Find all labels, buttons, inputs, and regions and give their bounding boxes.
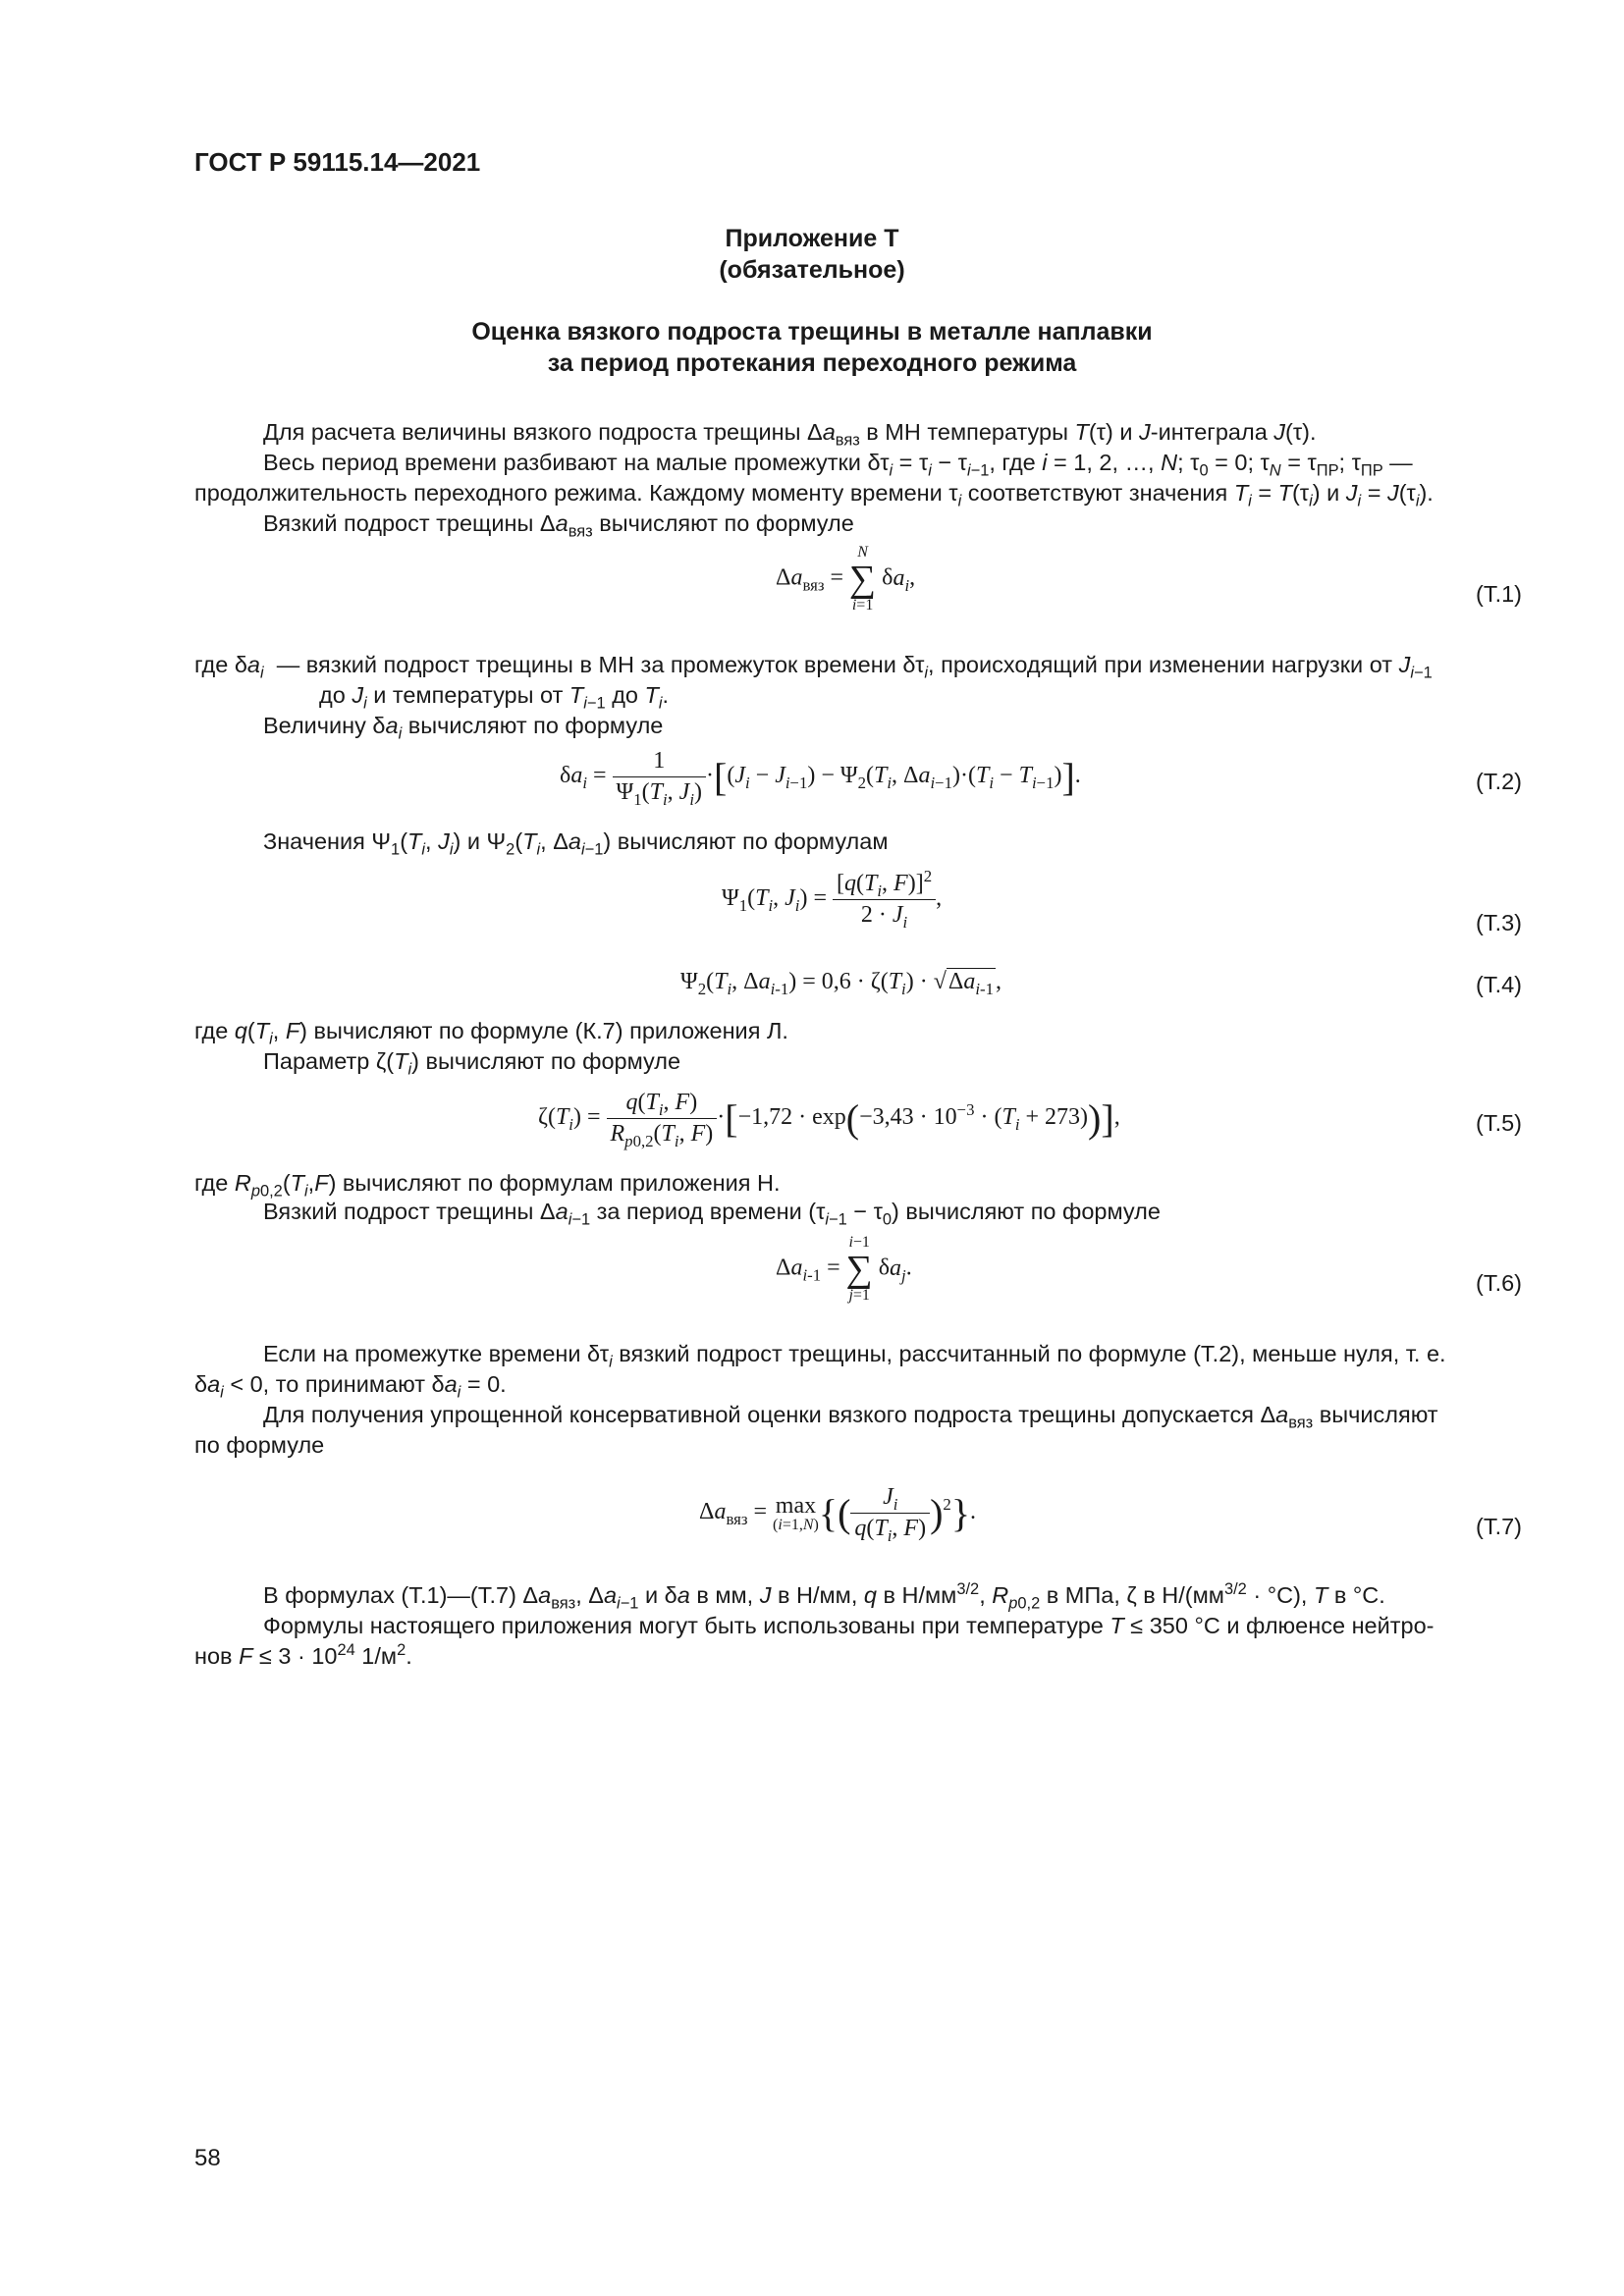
- formula-number-t5: (Т.5): [1476, 1110, 1522, 1136]
- formula-t7: $\Delta a_{вяз}$ = max (i=1,N) {( $\frac{J_i}{q(T_i, F)}$ )$^2$}.: [699, 1484, 977, 1545]
- paragraph-intro: Для расчета величины вязкого подроста трещины $\Delta a_{вяз}$ в МН температуры T(τ) и J-интеграла J(τ).: [263, 419, 1317, 450]
- formula-number-t1: (Т.1): [1476, 581, 1522, 607]
- paragraph-split-line1: Весь период времени разбивают на малые промежутки $\delta\tau_i = \tau_i - \tau_{i-1}$, где i = 1, 2, …, N; $\tau_0 = 0$; $\tau_N = \tau_{ПР}$; $\tau_{ПР}$ —: [263, 450, 1413, 480]
- formula-number-t6: (Т.6): [1476, 1270, 1522, 1296]
- formula-number-t3: (Т.3): [1476, 910, 1522, 935]
- paragraph-formula-intro-1: Вязкий подрост трещины $\Delta a_{вяз}$ вычисляют по формуле: [263, 510, 854, 541]
- paragraph-formula-intro-2: Величину $\delta a_i$ вычисляют по формуле: [263, 713, 664, 743]
- appendix-status: (обязательное): [719, 256, 905, 284]
- appendix-heading-line2: за период протекания переходного режима: [547, 349, 1077, 377]
- formula-t4: $\Psi_2(T_i$, $\Delta a_{i-1}) = 0,6 \cdot \zeta(T_i) \cdot √\Delta a_{i-1}$,: [680, 969, 1001, 998]
- formula-number-t2: (Т.2): [1476, 769, 1522, 794]
- paragraph-formula-intro-3: Значения $\Psi_1(T_i$, $J_i$) и $\Psi_2(T_i$, $\Delta a_{i-1}$) вычисляют по формулам: [263, 828, 889, 859]
- paragraph-applicability-line2: нов $F \le 3 \cdot 10^{24}$ $1/м^2$.: [194, 1641, 412, 1669]
- paragraph-formula-intro-4: Параметр $\zeta(T_i)$ вычисляют по формуле: [263, 1048, 681, 1079]
- formula-t3: $\Psi_1(T_i$, $J_i$) = $\frac{[q(T_i, F)]^2}{2 \cdot J_i}$ ,: [722, 867, 943, 932]
- paragraph-negative-line2: $\delta a_i < 0$, то принимают $\delta a_i = 0$.: [194, 1371, 507, 1402]
- formula-number-t4: (Т.4): [1476, 972, 1522, 997]
- paragraph-applicability-line1: Формулы настоящего приложения могут быть использованы при температуре T ≤ 350 °С и флюенсе нейтро-: [263, 1613, 1435, 1638]
- formula-t2: $\delta a_i$ = $\frac{1}{\Psi_1(T_i, J_i)}$ $\cdot[(J_i - J_{i-1}) - \Psi_2(T_i$, $\Delta a_{i-1})\cdot(T_i - T_{i-1})$].: [560, 748, 1081, 809]
- appendix-heading-line1: Оценка вязкого подроста трещины в металле наплавки: [471, 318, 1153, 346]
- definition-delta-a-line1: где $\delta a_i$ — вязкий подрост трещины в МН за промежуток времени $\delta\tau_i$, происходящий при изменении нагрузки от $J_{i-1}$: [194, 652, 1433, 682]
- paragraph-conservative-line2: по формуле: [194, 1432, 325, 1458]
- definition-delta-a-line2: до $J_i$ и температуры от $T_{i-1}$ до $T_i$.: [319, 682, 670, 713]
- formula-t1: $\Delta a_{вяз}$ = N ∑ i=1 $\delta a_i$,: [776, 544, 916, 614]
- page-number: 58: [194, 2145, 221, 2171]
- definition-q: где $q(T_i$, F) вычисляют по формуле (К.7) приложения Л.: [194, 1018, 788, 1048]
- paragraph-split-line2: продолжительность переходного режима. Каждому моменту времени $\tau_i$ соответствуют значения $T_i = T(\tau_i)$ и $J_i = J(\tau_i)$.: [194, 480, 1434, 510]
- formula-number-t7: (Т.7): [1476, 1514, 1522, 1539]
- paragraph-negative-line1: Если на промежутке времени $\delta\tau_i$ вязкий подрост трещины, рассчитанный по формуле (Т.2), меньше нуля, т. е.: [263, 1341, 1446, 1371]
- formula-t6: $\Delta a_{i-1}$ = i−1 ∑ j=1 $\delta a_j$.: [776, 1234, 912, 1304]
- document-id: ГОСТ Р 59115.14—2021: [194, 147, 481, 177]
- paragraph-units: В формулах (Т.1)—(Т.7) $\Delta a_{вяз}$, $\Delta a_{i-1}$ и δa в мм, J в Н/мм, q в $Н/мм^{3/2}$, $R_{p0,2}$ в МПа, ζ в $Н/(мм^{3/2} \cdot ^\circ С)$, T в °С.: [263, 1580, 1385, 1613]
- formula-t5: $\zeta(T_i)$ = $\frac{q(T_i, F)}{R_{p0,2}(T_i, F)}$ $\cdot[-1,72 \cdot \exp(-3,43 \cdot 10^{-3} \cdot (T_i + 273))]$,: [538, 1090, 1120, 1150]
- definition-rp02: где $R_{p0,2}(T_i,F)$ вычисляют по формулам приложения Н.: [194, 1170, 781, 1201]
- paragraph-formula-intro-5: Вязкий подрост трещины $\Delta a_{i-1}$ за период времени $(\tau_{i-1} - \tau_0)$ вычисляют по формуле: [263, 1199, 1161, 1229]
- appendix-title: Приложение Т: [725, 225, 899, 252]
- paragraph-conservative-line1: Для получения упрощенной консервативной оценки вязкого подроста трещины допускается $\Delta a_{вяз}$ вычисляют: [263, 1402, 1438, 1432]
